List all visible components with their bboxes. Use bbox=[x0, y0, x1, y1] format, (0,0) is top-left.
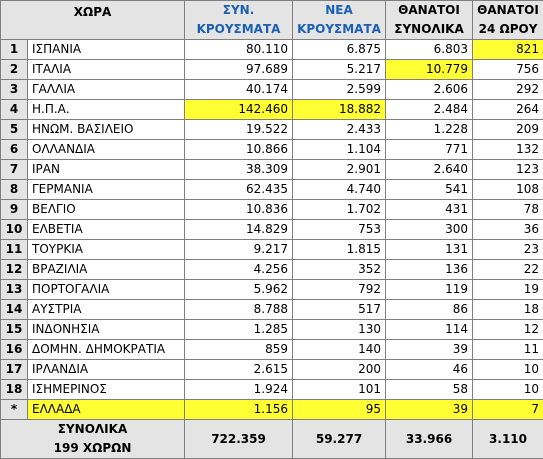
country-cell: ΙΡΛΑΝΔΙΑ bbox=[28, 360, 185, 380]
header-deaths-24h bbox=[473, 1, 543, 40]
country-cell: ΕΛΒΕΤΙΑ bbox=[28, 220, 185, 240]
total-deaths-cell: 136 bbox=[386, 260, 473, 280]
total-deaths-cell: 541 bbox=[386, 180, 473, 200]
table-row bbox=[1, 280, 543, 300]
deaths-24h-cell: 12 bbox=[473, 320, 543, 340]
total-cases-cell: 9.217 bbox=[185, 240, 293, 260]
country-cell: ΗΝΩΜ. ΒΑΣΙΛΕΙΟ bbox=[28, 120, 185, 140]
deaths-24h-cell: 11 bbox=[473, 340, 543, 360]
table-row bbox=[1, 100, 543, 120]
deaths-24h-cell: 19 bbox=[473, 280, 543, 300]
header-deaths-24h-line2: 24 ΩΡΟΥ bbox=[479, 22, 538, 36]
totals-row bbox=[1, 420, 543, 459]
country-cell: ΙΣΠΑΝΙΑ bbox=[28, 40, 185, 60]
new-cases-cell: 1.702 bbox=[293, 200, 386, 220]
total-cases-cell: 142.460 bbox=[185, 100, 293, 120]
total-cases-cell: 97.689 bbox=[185, 60, 293, 80]
rank-cell: 3 bbox=[1, 80, 28, 100]
rank-cell: 17 bbox=[1, 360, 28, 380]
rank-cell: 1 bbox=[1, 40, 28, 60]
table-row bbox=[1, 400, 543, 420]
header-total-deaths-line1: ΘΑΝΑΤΟΙ bbox=[398, 3, 460, 17]
total-deaths-cell: 39 bbox=[386, 340, 473, 360]
table-row bbox=[1, 300, 543, 320]
table-row bbox=[1, 160, 543, 180]
total-deaths-cell: 39 bbox=[386, 400, 473, 420]
country-cell: ΒΡΑΖΙΛΙΑ bbox=[28, 260, 185, 280]
new-cases-cell: 753 bbox=[293, 220, 386, 240]
new-cases-cell: 352 bbox=[293, 260, 386, 280]
header-total-cases-line1: ΣΥΝ. bbox=[223, 3, 255, 17]
country-cell: ΑΥΣΤΡΙΑ bbox=[28, 300, 185, 320]
deaths-24h-cell: 108 bbox=[473, 180, 543, 200]
country-cell: ΔΟΜΗΝ. ΔΗΜΟΚΡΑΤΙΑ bbox=[28, 340, 185, 360]
deaths-24h-cell: 36 bbox=[473, 220, 543, 240]
table-row bbox=[1, 340, 543, 360]
total-cases-cell: 38.309 bbox=[185, 160, 293, 180]
total-deaths-cell: 46 bbox=[386, 360, 473, 380]
deaths-24h-cell: 10 bbox=[473, 360, 543, 380]
new-cases-cell: 6.875 bbox=[293, 40, 386, 60]
header-new-cases-line1: ΝΕΑ bbox=[325, 3, 353, 17]
header-total-cases-line2: ΚΡΟΥΣΜΑΤΑ bbox=[197, 22, 281, 36]
total-cases-cell: 1.156 bbox=[185, 400, 293, 420]
totals-label-line1: ΣΥΝΟΛΙΚΑ bbox=[58, 422, 127, 436]
rank-cell: 16 bbox=[1, 340, 28, 360]
table-row bbox=[1, 140, 543, 160]
deaths-24h-cell: 123 bbox=[473, 160, 543, 180]
totals-total-deaths: 33.966 bbox=[386, 420, 473, 459]
deaths-24h-cell: 264 bbox=[473, 100, 543, 120]
rank-cell: 15 bbox=[1, 320, 28, 340]
total-deaths-cell: 58 bbox=[386, 380, 473, 400]
header-total-cases bbox=[185, 1, 293, 40]
total-deaths-cell: 431 bbox=[386, 200, 473, 220]
header-country bbox=[1, 1, 185, 40]
rank-cell: 9 bbox=[1, 200, 28, 220]
new-cases-cell: 200 bbox=[293, 360, 386, 380]
totals-total-cases: 722.359 bbox=[185, 420, 293, 459]
totals-new-cases: 59.277 bbox=[293, 420, 386, 459]
total-cases-cell: 5.962 bbox=[185, 280, 293, 300]
new-cases-cell: 130 bbox=[293, 320, 386, 340]
table-row bbox=[1, 320, 543, 340]
rank-cell: 13 bbox=[1, 280, 28, 300]
table-row bbox=[1, 120, 543, 140]
table-body bbox=[1, 40, 543, 420]
country-cell: ΓΑΛΛΙΑ bbox=[28, 80, 185, 100]
table-row bbox=[1, 380, 543, 400]
total-deaths-cell: 114 bbox=[386, 320, 473, 340]
rank-cell: 12 bbox=[1, 260, 28, 280]
totals-label-line2: 199 ΧΩΡΩΝ bbox=[54, 441, 132, 455]
deaths-24h-cell: 18 bbox=[473, 300, 543, 320]
totals-deaths-24h: 3.110 bbox=[473, 420, 543, 459]
total-cases-cell: 10.836 bbox=[185, 200, 293, 220]
country-cell: ΟΛΛΑΝΔΙΑ bbox=[28, 140, 185, 160]
new-cases-cell: 2.901 bbox=[293, 160, 386, 180]
new-cases-cell: 1.104 bbox=[293, 140, 386, 160]
table-row bbox=[1, 220, 543, 240]
totals-label bbox=[1, 420, 185, 459]
header-country-label: ΧΩΡΑ bbox=[74, 5, 112, 19]
deaths-24h-cell: 821 bbox=[473, 40, 543, 60]
total-deaths-cell: 2.640 bbox=[386, 160, 473, 180]
table-row bbox=[1, 240, 543, 260]
table-row bbox=[1, 180, 543, 200]
new-cases-cell: 18.882 bbox=[293, 100, 386, 120]
header-new-cases-line2: ΚΡΟΥΣΜΑΤΑ bbox=[297, 22, 381, 36]
deaths-24h-cell: 7 bbox=[473, 400, 543, 420]
rank-cell: 7 bbox=[1, 160, 28, 180]
country-cell: ΓΕΡΜΑΝΙΑ bbox=[28, 180, 185, 200]
deaths-24h-cell: 132 bbox=[473, 140, 543, 160]
header-total-deaths bbox=[386, 1, 473, 40]
country-cell: ΙΣΗΜΕΡΙΝΟΣ bbox=[28, 380, 185, 400]
table-row bbox=[1, 260, 543, 280]
total-deaths-cell: 86 bbox=[386, 300, 473, 320]
country-cell: ΤΟΥΡΚΙΑ bbox=[28, 240, 185, 260]
total-deaths-cell: 771 bbox=[386, 140, 473, 160]
header-deaths-24h-line1: ΘΑΝΑΤΟΙ bbox=[477, 3, 539, 17]
new-cases-cell: 4.740 bbox=[293, 180, 386, 200]
total-cases-cell: 80.110 bbox=[185, 40, 293, 60]
new-cases-cell: 792 bbox=[293, 280, 386, 300]
table-row bbox=[1, 360, 543, 380]
rank-cell: 8 bbox=[1, 180, 28, 200]
table-row bbox=[1, 60, 543, 80]
rank-cell: 14 bbox=[1, 300, 28, 320]
total-deaths-cell: 300 bbox=[386, 220, 473, 240]
total-deaths-cell: 119 bbox=[386, 280, 473, 300]
total-deaths-cell: 2.606 bbox=[386, 80, 473, 100]
rank-cell: 6 bbox=[1, 140, 28, 160]
total-cases-cell: 1.924 bbox=[185, 380, 293, 400]
header-new-cases bbox=[293, 1, 386, 40]
total-cases-cell: 8.788 bbox=[185, 300, 293, 320]
total-cases-cell: 4.256 bbox=[185, 260, 293, 280]
new-cases-cell: 2.433 bbox=[293, 120, 386, 140]
rank-cell: 5 bbox=[1, 120, 28, 140]
country-cell: ΒΕΛΓΙΟ bbox=[28, 200, 185, 220]
country-cell: ΠΟΡΤΟΓΑΛΙΑ bbox=[28, 280, 185, 300]
deaths-24h-cell: 209 bbox=[473, 120, 543, 140]
table-row bbox=[1, 200, 543, 220]
deaths-24h-cell: 292 bbox=[473, 80, 543, 100]
country-cell: ΕΛΛΑΔΑ bbox=[28, 400, 185, 420]
header-row bbox=[1, 1, 543, 40]
rank-cell: * bbox=[1, 400, 28, 420]
deaths-24h-cell: 23 bbox=[473, 240, 543, 260]
country-cell: ΙΡΑΝ bbox=[28, 160, 185, 180]
header-total-deaths-line2: ΣΥΝΟΛΙΚΑ bbox=[394, 22, 463, 36]
rank-cell: 4 bbox=[1, 100, 28, 120]
total-deaths-cell: 1.228 bbox=[386, 120, 473, 140]
deaths-24h-cell: 756 bbox=[473, 60, 543, 80]
rank-cell: 2 bbox=[1, 60, 28, 80]
new-cases-cell: 1.815 bbox=[293, 240, 386, 260]
new-cases-cell: 5.217 bbox=[293, 60, 386, 80]
new-cases-cell: 140 bbox=[293, 340, 386, 360]
total-deaths-cell: 6.803 bbox=[386, 40, 473, 60]
rank-cell: 11 bbox=[1, 240, 28, 260]
deaths-24h-cell: 22 bbox=[473, 260, 543, 280]
total-deaths-cell: 10.779 bbox=[386, 60, 473, 80]
total-cases-cell: 10.866 bbox=[185, 140, 293, 160]
country-cell: Η.Π.Α. bbox=[28, 100, 185, 120]
table-row bbox=[1, 80, 543, 100]
total-deaths-cell: 2.484 bbox=[386, 100, 473, 120]
total-cases-cell: 40.174 bbox=[185, 80, 293, 100]
country-cell: ΙΝΔΟΝΗΣΙΑ bbox=[28, 320, 185, 340]
deaths-24h-cell: 10 bbox=[473, 380, 543, 400]
total-cases-cell: 1.285 bbox=[185, 320, 293, 340]
table-row bbox=[1, 40, 543, 60]
total-cases-cell: 62.435 bbox=[185, 180, 293, 200]
new-cases-cell: 101 bbox=[293, 380, 386, 400]
total-deaths-cell: 131 bbox=[386, 240, 473, 260]
total-cases-cell: 19.522 bbox=[185, 120, 293, 140]
total-cases-cell: 14.829 bbox=[185, 220, 293, 240]
new-cases-cell: 2.599 bbox=[293, 80, 386, 100]
total-cases-cell: 859 bbox=[185, 340, 293, 360]
rank-cell: 18 bbox=[1, 380, 28, 400]
rank-cell: 10 bbox=[1, 220, 28, 240]
new-cases-cell: 517 bbox=[293, 300, 386, 320]
country-cell: ΙΤΑΛΙΑ bbox=[28, 60, 185, 80]
total-cases-cell: 2.615 bbox=[185, 360, 293, 380]
deaths-24h-cell: 78 bbox=[473, 200, 543, 220]
new-cases-cell: 95 bbox=[293, 400, 386, 420]
